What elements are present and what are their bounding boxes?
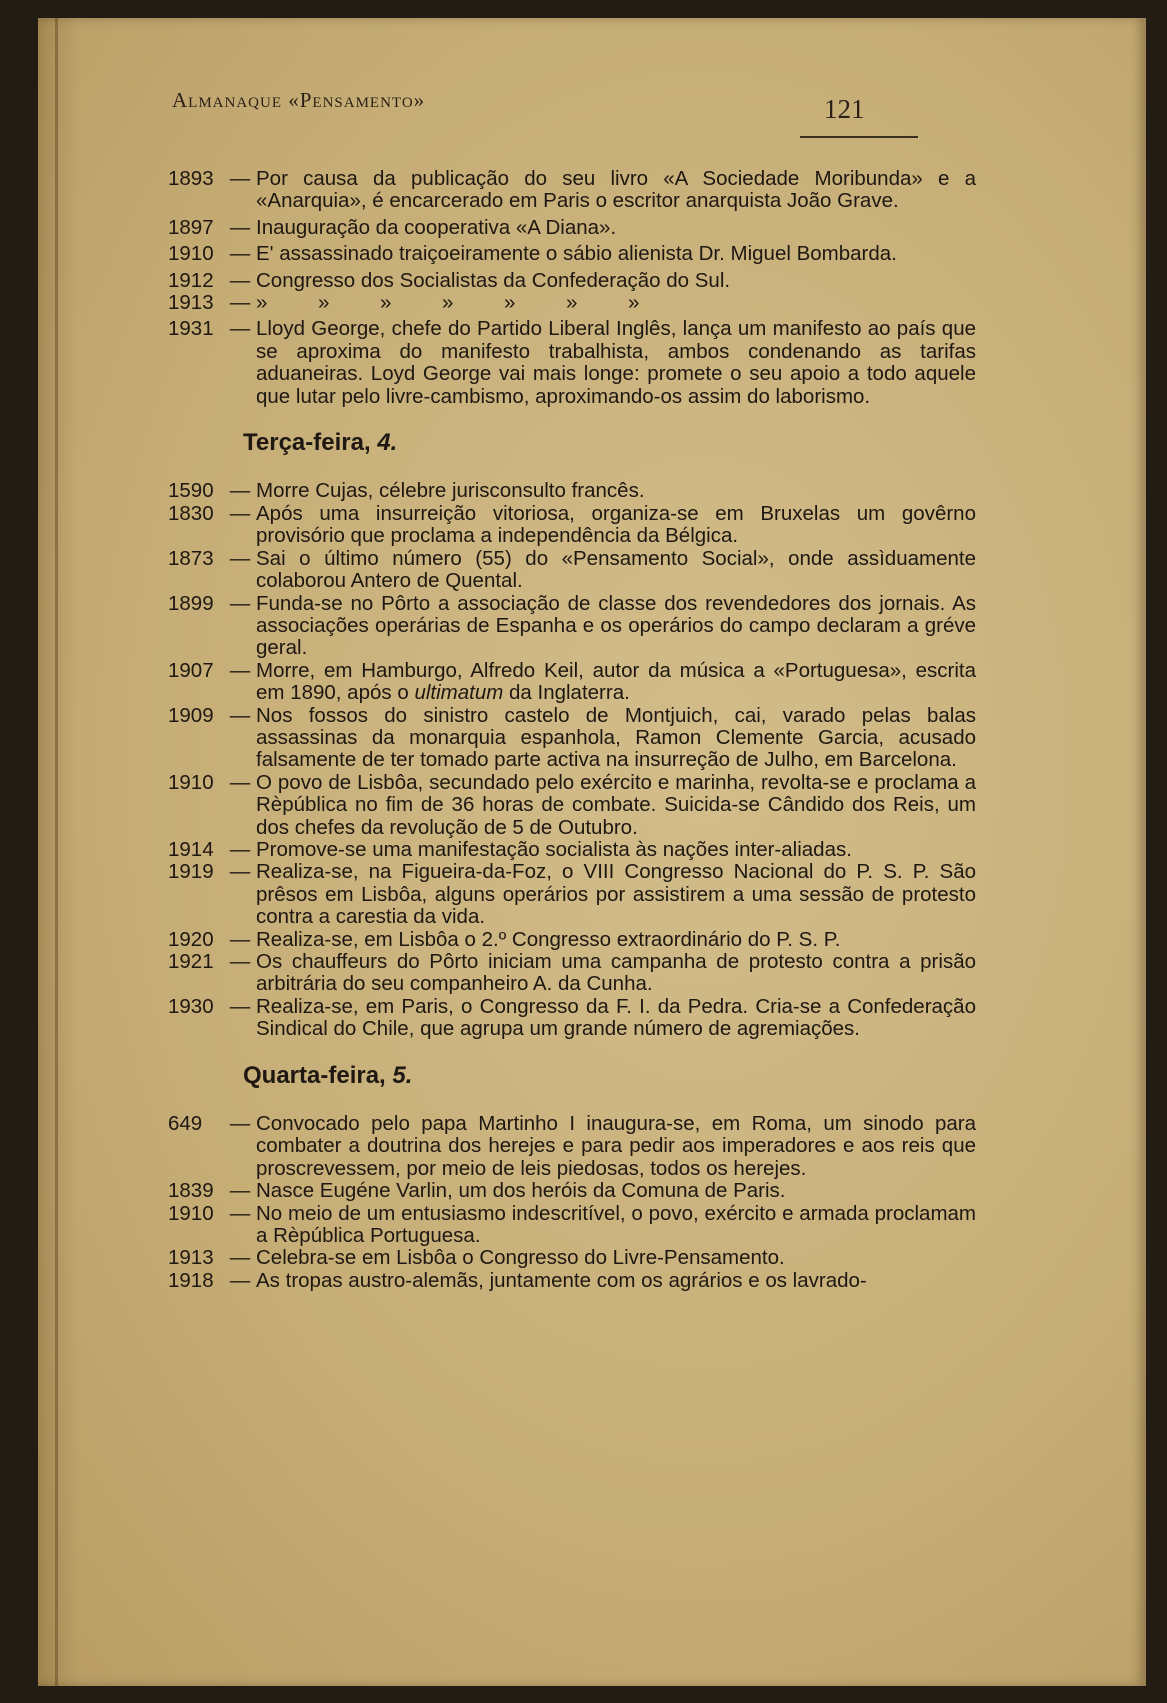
entry-1907	[168, 660, 976, 705]
entry-year: 1930	[168, 994, 214, 1018]
entry-year: 1910	[168, 242, 214, 266]
day-name: Quarta-feira,	[243, 1061, 386, 1089]
entry-text-italic: ultimatum	[414, 681, 504, 705]
entry-1913	[168, 292, 976, 314]
entry-year: 1590	[168, 479, 214, 503]
entry-year: 1910	[168, 770, 214, 794]
entry-year: 1921	[168, 950, 214, 973]
entry-1914	[168, 839, 976, 861]
entry-text: No meio de um entusiasmo indescritível, o povo, exército e armada proclamam a Rèpública Portuguesa.	[256, 1201, 976, 1248]
entry-dash: —	[229, 703, 251, 727]
entry-text: Por causa da publicação do seu livro «A Sociedade Moribunda» e a «Anarquia», é encarcerado em Paris o escritor anarquista João Grave.	[256, 167, 976, 213]
entry-text: Realiza-se, em Lisbôa o 2.º Congresso extraordinário do P. S. P.	[256, 927, 841, 951]
entry-text: As tropas austro-alemãs, juntamente com os agrários e os lavrado-	[256, 1268, 867, 1292]
entry-1897	[168, 217, 976, 239]
entry-1913-b	[168, 1247, 976, 1269]
entry-dash: —	[229, 950, 251, 973]
entry-dash: —	[229, 317, 251, 341]
entry-year: 1918	[168, 1268, 214, 1292]
entry-1830	[168, 503, 976, 548]
entry-dash: —	[229, 770, 251, 794]
entry-text: Promove-se uma manifestação socialista às nações inter-aliadas.	[256, 837, 852, 861]
entry-year: 1913	[168, 1246, 214, 1270]
page-gutter	[55, 18, 58, 1686]
entry-1893	[168, 168, 976, 213]
day-heading-tuesday	[243, 429, 976, 457]
day-name: Terça-feira,	[243, 429, 371, 457]
entry-text: Nos fossos do sinistro castelo de Montjuich, cai, varado pelas balas assassinas da monarquia espanhola, Ramon Clemente Garcia, acusado falsamente de ter tomado parte activa na insurreção de Julho, em Barcelona.	[256, 703, 976, 772]
entry-year: 1893	[168, 167, 214, 190]
entry-text: Após uma insurreição vitoriosa, organiza-se em Bruxelas um govêrno provisório que proclama a independência da Bélgica.	[256, 501, 976, 548]
entry-text: Celebra-se em Lisbôa o Congresso do Livre-Pensamento.	[256, 1246, 785, 1270]
entry-year: 1913	[168, 291, 214, 315]
entry-1912	[168, 270, 976, 292]
page-number: 121	[824, 94, 865, 124]
entry-649	[168, 1113, 976, 1180]
entry-text: Lloyd George, chefe do Partido Liberal Inglês, lança um manifesto ao país que se aproxima do manifesto trabalhista, ambos condenando as tarifas aduaneiras. Loyd George vai mais longe: promete o seu apoio a todo aquele que lutar pelo livre-cambismo, aproximando-os assim do laborismo.	[256, 317, 976, 408]
entry-dash: —	[229, 215, 251, 239]
day-heading-wednesday	[243, 1061, 976, 1089]
entry-year: 1931	[168, 317, 214, 341]
entry-1899	[168, 593, 976, 660]
entry-1918	[168, 1270, 976, 1292]
ditto-mark: »	[442, 291, 454, 315]
entry-dash: —	[229, 1179, 251, 1203]
day-number: 4.	[377, 429, 398, 457]
entry-dash: —	[229, 1268, 251, 1292]
header-rule	[800, 136, 918, 138]
entry-text: Convocado pelo papa Martinho I inaugura-se, em Roma, um sinodo para combater a doutrina dos herejes e para pedir aos imperadores e aos reis que proscrevessem, por meio de leis piedosas, todos os herejes.	[256, 1112, 976, 1180]
entry-1910-b	[168, 1203, 976, 1248]
entry-year: 1839	[168, 1179, 214, 1203]
entry-dash: —	[229, 167, 251, 190]
entry-text: Os chauffeurs do Pôrto iniciam uma campanha de protesto contra a prisão arbitrária do seu companheiro A. da Cunha.	[256, 950, 976, 996]
entry-year: 1830	[168, 501, 214, 525]
entry-dash: —	[229, 291, 251, 315]
entry-text: Congresso dos Socialistas da Confederação do Sul.	[256, 268, 731, 292]
entry-1873	[168, 548, 976, 593]
entry-dash: —	[229, 658, 251, 682]
entry-dash: —	[229, 242, 251, 266]
entry-dash: —	[229, 479, 251, 503]
entry-dash: —	[229, 860, 251, 884]
entry-text: O povo de Lisbôa, secundado pelo exército e marinha, revolta-se e proclama a Rèpública no fim de 36 horas de combate. Suicida-se Cândido dos Reis, um dos chefes da revolução de 5 de Outubro.	[256, 770, 976, 839]
entry-1909	[168, 705, 976, 772]
entry-text	[256, 660, 976, 705]
entry-text: E' assassinado traiçoeiramente o sábio alienista Dr. Miguel Bombarda.	[256, 242, 897, 266]
ditto-mark: »	[380, 291, 392, 315]
entry-dash: —	[229, 591, 251, 615]
day-number: 5.	[392, 1061, 413, 1089]
ditto-mark: »	[256, 291, 268, 315]
entry-text: Realiza-se, na Figueira-da-Foz, o VIII Congresso Nacional do P. S. P. São prêsos em Lisbôa, alguns operários por assistirem a uma sessão de protesto contra a carestia da vida.	[256, 860, 976, 929]
ditto-mark: »	[504, 291, 516, 315]
ditto-mark: »	[566, 291, 578, 315]
entry-text: Sai o último número (55) do «Pensamento Social», onde assìduamente colaborou Antero de Quental.	[256, 546, 976, 593]
ditto-mark: »	[628, 291, 640, 315]
entry-1919	[168, 861, 976, 928]
entry-text-after: da Inglaterra.	[509, 681, 630, 705]
entry-year: 1897	[168, 215, 214, 239]
entry-1921	[168, 951, 976, 996]
entry-dash: —	[229, 837, 251, 861]
entry-text-before: Morre, em Hamburgo, Alfredo Keil, autor da música a «Portuguesa», escrita em 1890, após o	[256, 658, 976, 705]
entry-text: Nasce Eugéne Varlin, um dos heróis da Comuna de Paris.	[256, 1179, 786, 1203]
ditto-mark: »	[318, 291, 330, 315]
entry-dash: —	[229, 1112, 251, 1136]
entry-year: 1909	[168, 703, 214, 727]
entry-year: 1912	[168, 268, 214, 292]
entry-year: 1907	[168, 658, 214, 682]
entry-1931	[168, 318, 976, 408]
entry-1930	[168, 996, 976, 1041]
entry-year: 1919	[168, 860, 214, 884]
entry-dash: —	[229, 994, 251, 1018]
entry-1920	[168, 929, 976, 951]
entry-dash: —	[229, 501, 251, 525]
entry-text: Realiza-se, em Paris, o Congresso da F. I. da Pedra. Cria-se a Confederação Sindical do Chile, que agrupa um grande número de agremiações.	[256, 994, 976, 1041]
entry-text: Funda-se no Pôrto a associação de classe dos revendedores dos jornais. As associações operárias de Espanha e os operários do campo declaram a gréve geral.	[256, 591, 976, 660]
running-head: Almanaque «Pensamento»	[172, 88, 426, 112]
entry-1910	[168, 772, 976, 839]
entry-year: 649	[168, 1112, 203, 1136]
entry-dash: —	[229, 1246, 251, 1270]
entry-dash: —	[229, 268, 251, 292]
ditto-marks	[256, 292, 976, 314]
entry-year: 1920	[168, 927, 214, 951]
entry-1590	[168, 480, 976, 502]
entry-1910	[168, 243, 976, 265]
entry-dash: —	[229, 546, 251, 570]
entry-text: Morre Cujas, célebre jurisconsulto francês.	[256, 479, 645, 503]
entry-1839	[168, 1180, 976, 1202]
entry-year: 1899	[168, 591, 214, 615]
entry-dash: —	[229, 1201, 251, 1225]
entry-year: 1873	[168, 546, 214, 570]
page-content	[168, 168, 976, 1292]
entry-year: 1910	[168, 1201, 214, 1225]
entry-year: 1914	[168, 837, 214, 861]
entry-text: Inauguração da cooperativa «A Diana».	[256, 215, 617, 239]
entry-dash: —	[229, 927, 251, 951]
